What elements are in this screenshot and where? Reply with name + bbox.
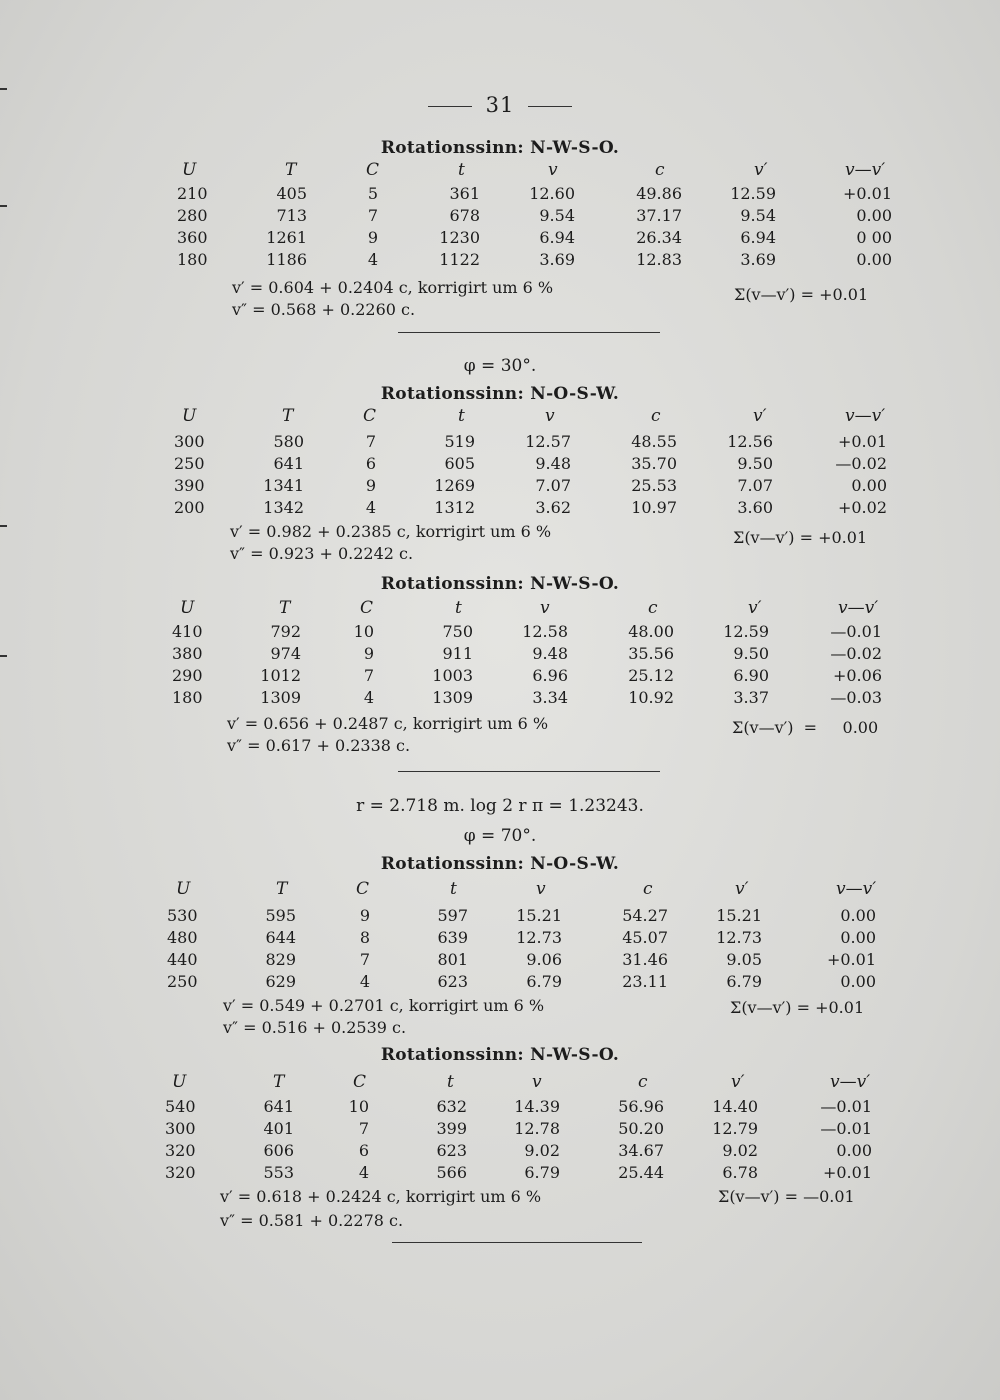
column-headers: U T C t v c v′ v—v′ — [176, 879, 877, 899]
table-row: 300 401 7 399 12.78 50.20 12.79 —0.01 — [165, 1119, 872, 1138]
divider — [398, 332, 660, 333]
rotation-heading: Rotationssinn: N-W-S-O. — [380, 574, 620, 594]
sum-residuals: Σ(v—v′) = +0.01 — [733, 528, 868, 547]
rotation-heading: Rotationssinn: N-O-S-W. — [380, 854, 620, 874]
formula-v-prime: v′ = 0.982 + 0.2385 c, korrigirt um 6 % — [230, 522, 552, 541]
rotation-heading: Rotationssinn: N-W-S-O. — [380, 138, 620, 158]
table-row: 540 641 10 632 14.39 56.96 14.40 —0.01 — [165, 1097, 872, 1116]
sum-residuals: Σ(v—v′) = 0.00 — [732, 718, 879, 737]
sum-residuals: Σ(v—v′) = +0.01 — [734, 285, 869, 304]
phi-line: φ = 30°. — [463, 356, 537, 376]
table-row: 320 553 4 566 6.79 25.44 6.78 +0.01 — [165, 1163, 872, 1182]
radius-line: r = 2.718 m. log 2 r π = 1.23243. — [356, 796, 644, 816]
table-row: 180 1309 4 1309 3.34 10.92 3.37 —0.03 — [172, 688, 882, 707]
sum-residuals: Σ(v—v′) = +0.01 — [730, 998, 865, 1017]
table-row: 320 606 6 623 9.02 34.67 9.02 0.00 — [165, 1141, 872, 1160]
formula-v-prime: v′ = 0.618 + 0.2424 c, korrigirt um 6 % — [220, 1187, 542, 1206]
formula-v-double-prime: v″ = 0.516 + 0.2539 c. — [223, 1018, 407, 1037]
divider — [398, 771, 660, 772]
scan-edge-mark — [0, 88, 7, 90]
column-headers: U T C t v c v′ v—v′ — [182, 160, 886, 180]
formula-v-prime: v′ = 0.656 + 0.2487 c, korrigirt um 6 % — [227, 714, 549, 733]
table-row: 530 595 9 597 15.21 54.27 15.21 0.00 — [167, 906, 876, 925]
column-headers: U T C t v c v′ v—v′ — [172, 1072, 871, 1092]
phi-line: φ = 70°. — [463, 826, 537, 846]
formula-v-double-prime: v″ = 0.581 + 0.2278 c. — [220, 1211, 404, 1230]
sum-residuals: Σ(v—v′) = —0.01 — [718, 1187, 855, 1206]
table-row: 390 1341 9 1269 7.07 25.53 7.07 0.00 — [174, 476, 887, 495]
table-row: 410 792 10 750 12.58 48.00 12.59 —0.01 — [172, 622, 882, 641]
formula-v-double-prime: v″ = 0.923 + 0.2242 c. — [230, 544, 414, 563]
rotation-heading: Rotationssinn: N-O-S-W. — [380, 384, 620, 404]
table-row: 300 580 7 519 12.57 48.55 12.56 +0.01 — [174, 432, 887, 451]
column-headers: U T C t v c v′ v—v′ — [182, 406, 886, 426]
column-headers: U T C t v c v′ v—v′ — [180, 598, 879, 618]
table-row: 480 644 8 639 12.73 45.07 12.73 0.00 — [167, 928, 876, 947]
table-row: 440 829 7 801 9.06 31.46 9.05 +0.01 — [167, 950, 876, 969]
page-number: 31 — [0, 93, 1000, 117]
table-row: 380 974 9 911 9.48 35.56 9.50 —0.02 — [172, 644, 882, 663]
table-row: 290 1012 7 1003 6.96 25.12 6.90 +0.06 — [172, 666, 882, 685]
table-row: 250 629 4 623 6.79 23.11 6.79 0.00 — [167, 972, 876, 991]
formula-v-prime: v′ = 0.549 + 0.2701 c, korrigirt um 6 % — [223, 996, 545, 1015]
table-row: 180 1186 4 1122 3.69 12.83 3.69 0.00 — [177, 250, 892, 269]
table-row: 280 713 7 678 9.54 37.17 9.54 0.00 — [177, 206, 892, 225]
scan-edge-mark — [0, 525, 7, 527]
table-row: 250 641 6 605 9.48 35.70 9.50 —0.02 — [174, 454, 887, 473]
table-row: 200 1342 4 1312 3.62 10.97 3.60 +0.02 — [174, 498, 887, 517]
formula-v-double-prime: v″ = 0.617 + 0.2338 c. — [227, 736, 411, 755]
divider — [392, 1242, 642, 1243]
table-row: 210 405 5 361 12.60 49.86 12.59 +0.01 — [177, 184, 892, 203]
formula-v-double-prime: v″ = 0.568 + 0.2260 c. — [232, 300, 416, 319]
table-row: 360 1261 9 1230 6.94 26.34 6.94 0 00 — [177, 228, 892, 247]
formula-v-prime: v′ = 0.604 + 0.2404 c, korrigirt um 6 % — [232, 278, 554, 297]
rotation-heading: Rotationssinn: N-W-S-O. — [380, 1045, 620, 1065]
